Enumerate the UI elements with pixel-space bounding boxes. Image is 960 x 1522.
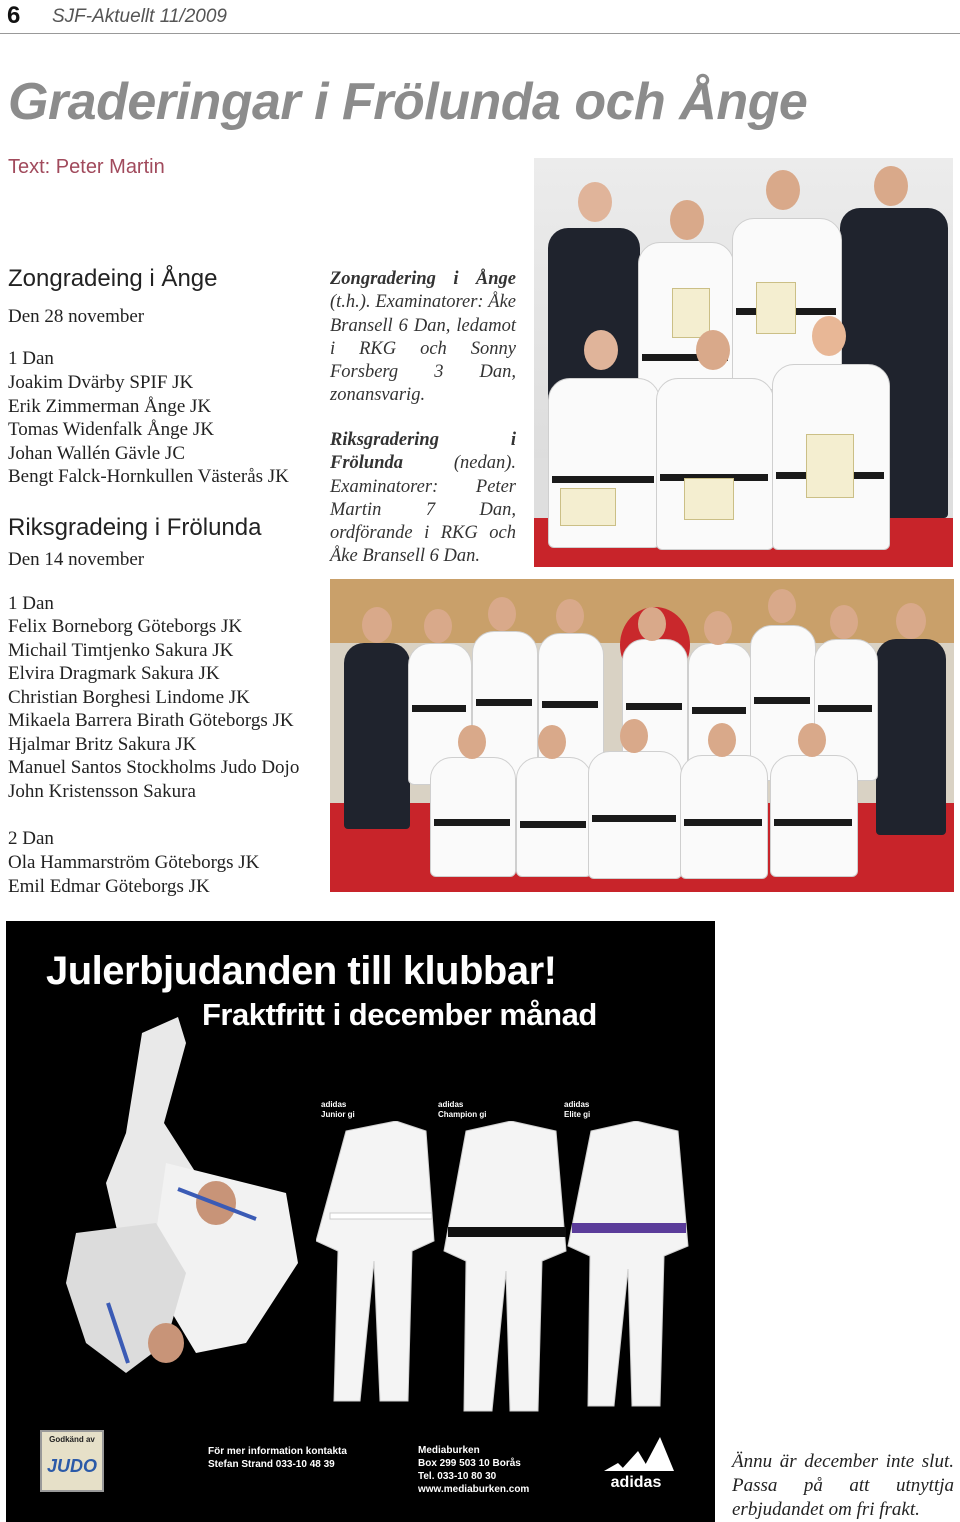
caption-ange-text: (t.h.). Examinatorer: Åke Bransell 6 Dan, ledamot i RKG och Sonny Forsberg 3 Dan, zonansvarig. (330, 292, 516, 406)
list-item: Felix Borneborg Göteborgs JK (8, 616, 243, 637)
list-item: Hjalmar Britz Sakura JK (8, 733, 197, 755)
article-headline: Graderingar i Frölunda och Ånge (8, 73, 808, 131)
list-item: Erik Zimmerman Ånge JK (8, 395, 212, 417)
photo-caption-frolunda (330, 429, 516, 569)
photo-caption (330, 268, 516, 408)
ad-headline: Julerbjudanden till klubbar! (46, 949, 557, 993)
list-item: Ola Hammarström Göteborgs JK (8, 852, 260, 873)
frolunda-date: Den 14 november (8, 549, 145, 570)
product-gi-images (316, 1121, 696, 1421)
product-label-elite: adidas Elite gi (564, 1100, 591, 1119)
list-item: John Kristensson Sakura (8, 780, 196, 802)
ad-contact: För mer information kontakta Stefan Strand 033-10 48 39 (208, 1446, 347, 1470)
judo-throw-image (46, 1013, 326, 1393)
list-item: Tomas Widenfalk Ånge JK (8, 419, 214, 440)
page-number: 6 (7, 2, 21, 29)
list-item: Michail Timtjenko Sakura JK (8, 639, 234, 661)
adidas-wordmark: adidas (610, 1474, 662, 1491)
frolunda-heading: Riksgradeing i Frölunda (8, 514, 262, 541)
approval-badge (40, 1430, 104, 1492)
ange-group-photo (534, 158, 953, 567)
caption-frolunda-title: Riksgradering i Frölunda (330, 430, 516, 474)
ange-date: Den 28 november (8, 306, 145, 327)
frolunda-dan2-list (8, 851, 259, 898)
list-item: Emil Edmar Göteborgs JK (8, 875, 210, 897)
list-item: Joakim Dvärby SPIF JK (8, 372, 194, 393)
list-item: Mikaela Barrera Birath Göteborgs JK (8, 710, 294, 731)
caption-ange-title: Zongradering i Ånge (330, 269, 516, 289)
adidas-logo (588, 1433, 684, 1491)
ange-dan1-label: 1 Dan (8, 348, 54, 369)
header-divider (0, 33, 960, 34)
badge-logo: JUDO (46, 1456, 97, 1476)
frolunda-group-photo (330, 579, 954, 892)
closing-note: Ännu är december inte slut. Passa på att utnyttja erbjudandet om fri frakt. (732, 1451, 954, 1520)
list-item: Elvira Dragmark Sakura JK (8, 663, 220, 684)
frolunda-dan1-list (8, 615, 299, 803)
product-label-champion: adidas Champion gi (438, 1100, 487, 1119)
ange-dan1-list (8, 371, 289, 489)
caption-frolunda-text: (nedan). Examinatorer: Peter Martin 7 Dan, ordförande i RKG och Åke Bransell 6 Dan. (330, 453, 516, 567)
advertisement (6, 921, 715, 1522)
badge-label: Godkänd av (49, 1435, 95, 1444)
product-label-junior: adidas Junior gi (321, 1100, 355, 1119)
list-item: Johan Wallén Gävle JC (8, 442, 186, 464)
list-item: Manuel Santos Stockholms Judo Dojo (8, 757, 300, 778)
ad-subheadline: Fraktfritt i december månad (202, 997, 597, 1032)
list-item: Bengt Falck-Hornkullen Västerås JK (8, 466, 289, 487)
ad-company: Mediaburken Box 299 503 10 Borås Tel. 033-10 80 30 www.mediaburken.com (418, 1445, 530, 1495)
publication-name: SJF-Aktuellt 11/2009 (52, 6, 227, 27)
list-item: Christian Borghesi Lindome JK (8, 686, 250, 708)
frolunda-dan1-label: 1 Dan (8, 593, 54, 614)
frolunda-dan2-label: 2 Dan (8, 828, 54, 849)
article-byline: Text: Peter Martin (8, 156, 165, 178)
ange-heading: Zongradeing i Ånge (8, 265, 218, 292)
